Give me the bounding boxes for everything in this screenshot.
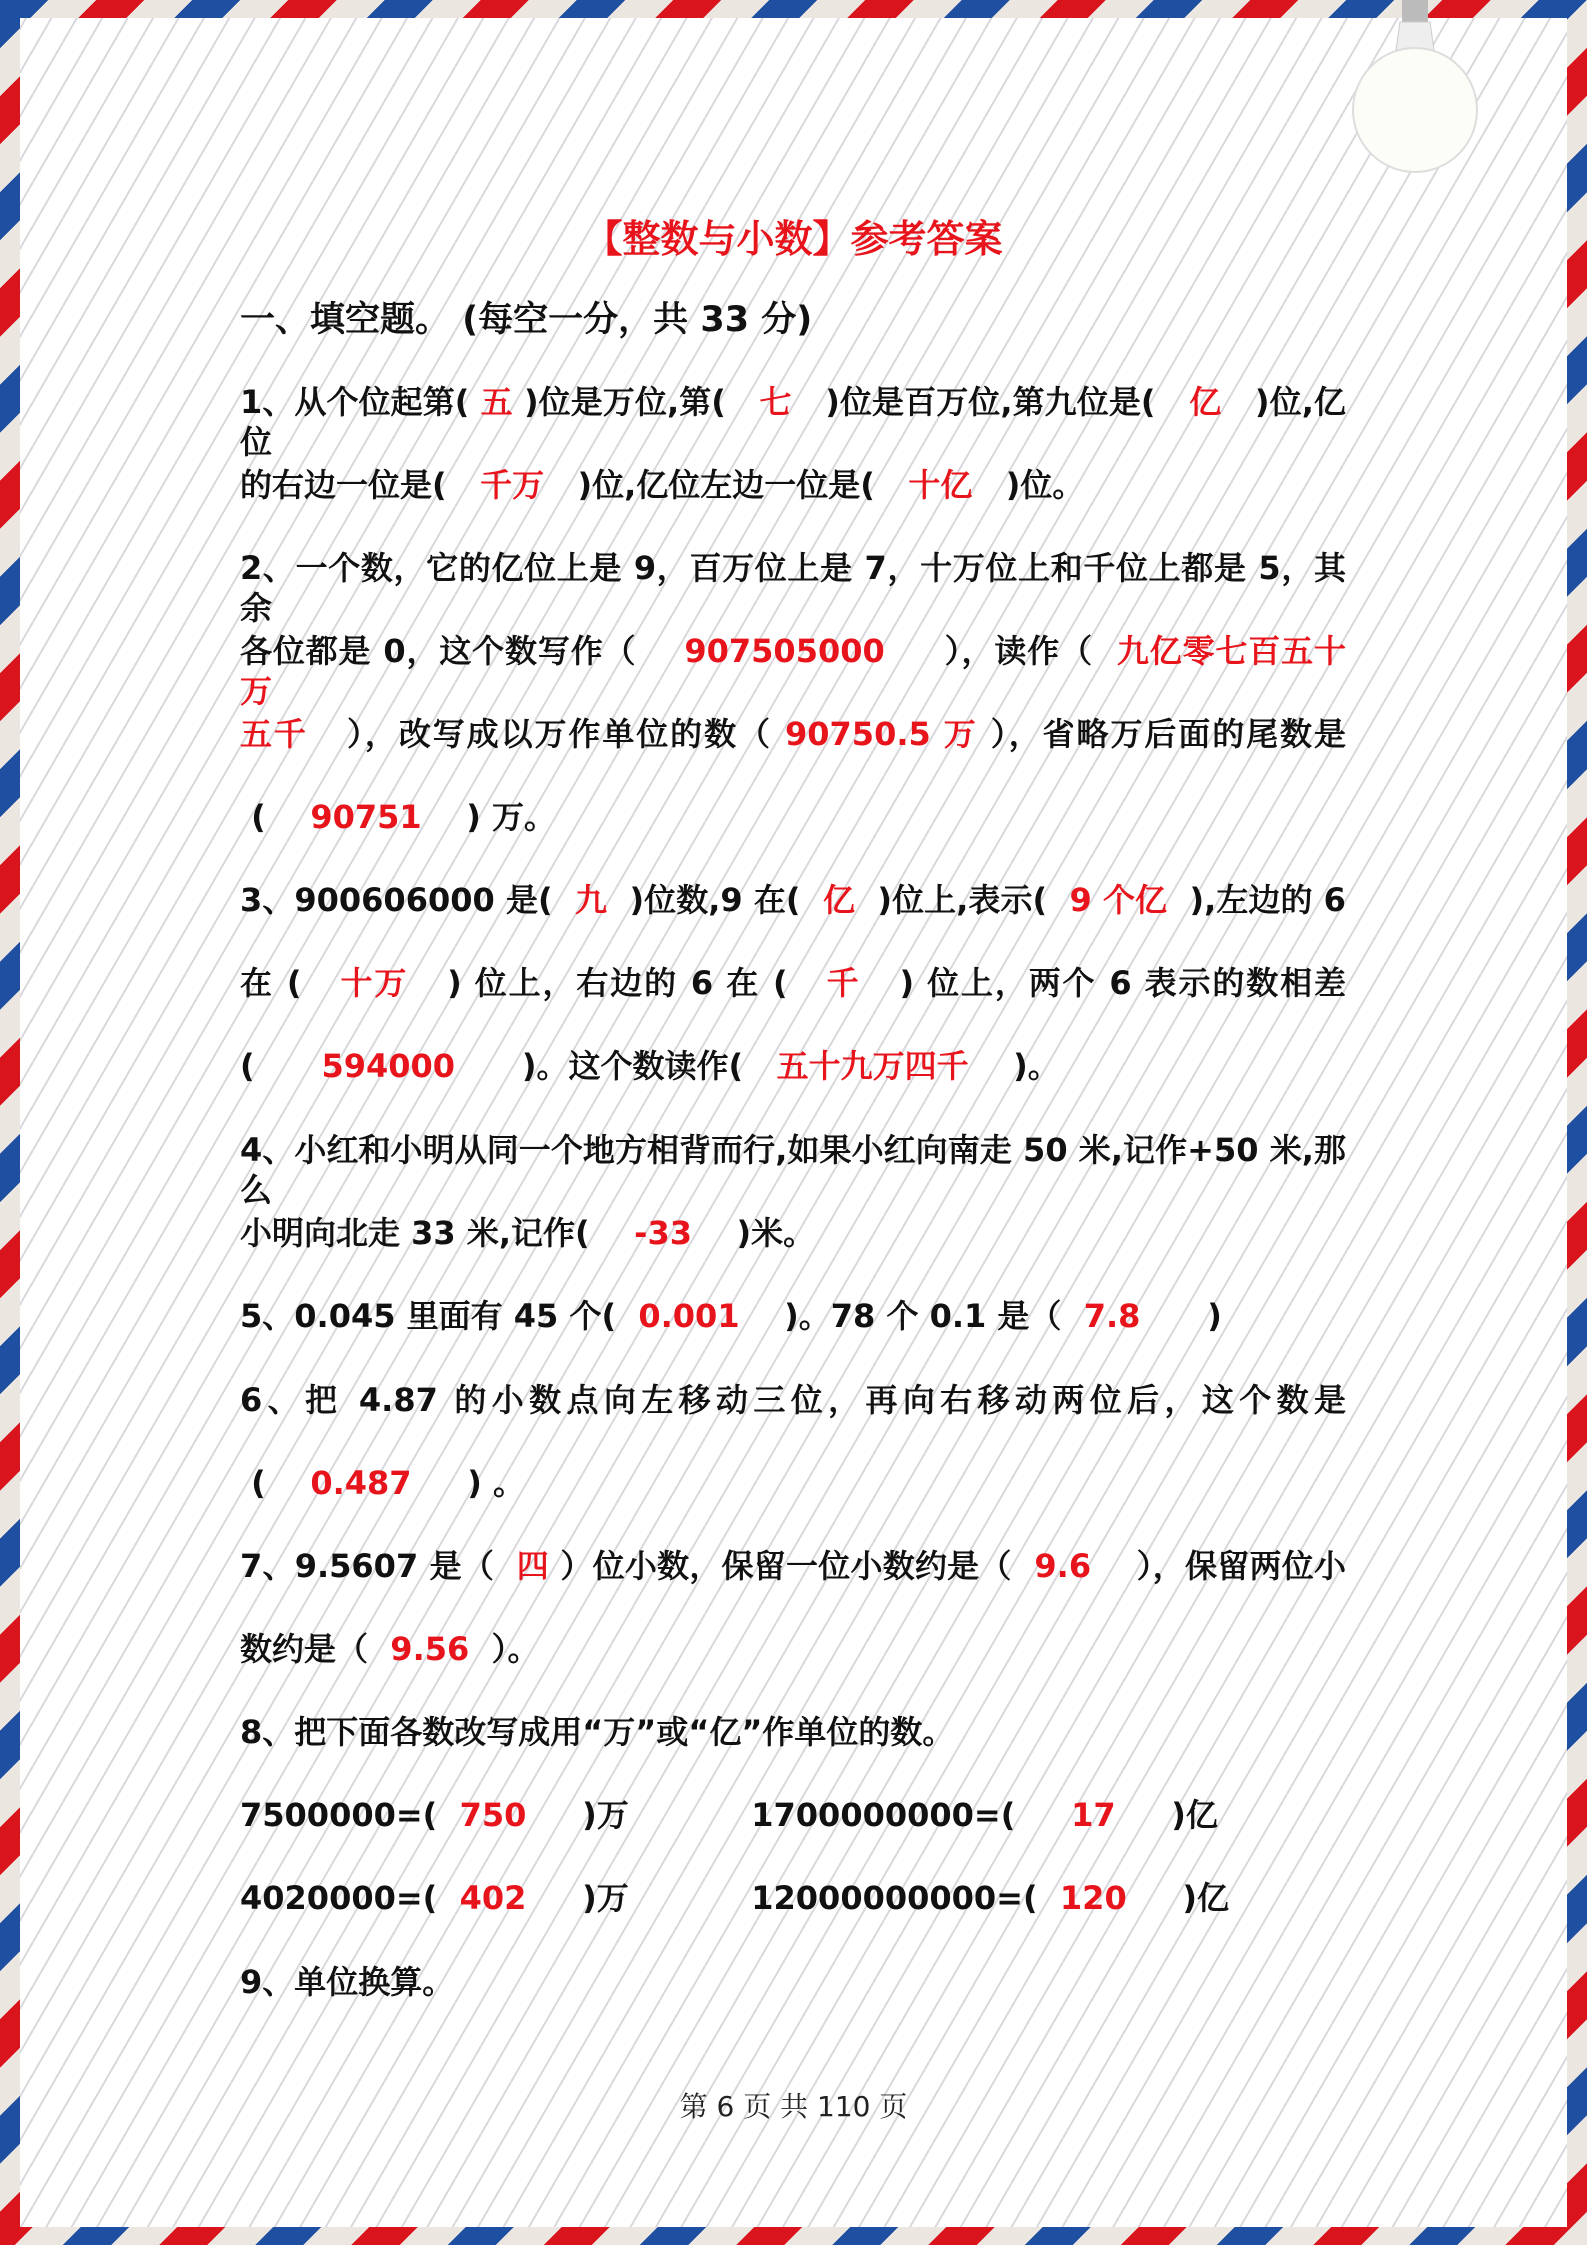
answer-text: 0.487 bbox=[310, 1464, 412, 1502]
section-heading: 一、填空题。 (每空一分，共 33 分) bbox=[240, 300, 813, 340]
answer-text: 九亿零七百五十万 bbox=[240, 632, 1346, 710]
question-text: )位是百万位,第九位是( bbox=[791, 383, 1190, 421]
question-text: 7500000=( bbox=[240, 1796, 460, 1834]
answer-text: 五千 bbox=[240, 715, 308, 753]
answer-text: 四 bbox=[516, 1547, 550, 1585]
question-text: ），改写成以万作单位的数（ bbox=[307, 715, 785, 753]
question-text: ( bbox=[240, 798, 311, 836]
question-text: )位是万位,第( bbox=[512, 383, 760, 421]
text-line bbox=[240, 1546, 1346, 1586]
text-line bbox=[240, 382, 1346, 462]
question-text: )。 bbox=[968, 1047, 1060, 1085]
answer-text: 594000 bbox=[321, 1047, 456, 1085]
question-text: )亿 bbox=[1115, 1796, 1218, 1834]
question-text: 4、小红和小明从同一个地方相背而行,如果小红向南走 50 米,记作+50 米,那么 bbox=[240, 1131, 1346, 1209]
question-text: ) 位上，两个 6 表示的数相差 bbox=[860, 964, 1346, 1002]
question-text: )位,亿位左边一位是( bbox=[544, 466, 909, 504]
text-line bbox=[240, 880, 1346, 920]
text-line bbox=[240, 1795, 1346, 1835]
question-text: )位。 bbox=[972, 466, 1085, 504]
question-text: 在 ( bbox=[240, 964, 341, 1002]
question-text: )万 1700000000=( bbox=[526, 1796, 1072, 1834]
question-text: 1、从个位起第( bbox=[240, 383, 481, 421]
answer-text: 亿 bbox=[822, 881, 856, 919]
question-text: )万 12000000000=( bbox=[526, 1879, 1060, 1917]
answer-text: 17 bbox=[1071, 1796, 1116, 1834]
question-text: ），省略万后面的尾数是 bbox=[977, 715, 1346, 753]
question-text: ) 位上，右边的 6 在 ( bbox=[408, 964, 827, 1002]
answer-text: 7.8 bbox=[1083, 1297, 1141, 1335]
answer-text: 十亿 bbox=[908, 466, 973, 504]
question-text: 9、单位换算。 bbox=[240, 1963, 455, 2001]
page-number: 第 6 页 共 110 页 bbox=[679, 2090, 908, 2123]
text-line bbox=[240, 631, 1346, 711]
question-text: ）。 bbox=[469, 1630, 540, 1668]
text-line bbox=[240, 1296, 1346, 1336]
answer-text: 90750.5 万 bbox=[785, 715, 978, 753]
question-text: ( bbox=[240, 1047, 322, 1085]
text-line bbox=[240, 714, 1346, 754]
text-line bbox=[240, 1629, 1346, 1669]
text-line bbox=[240, 1046, 1346, 1086]
answer-text: 千 bbox=[826, 964, 861, 1002]
answer-text: 0.001 bbox=[638, 1297, 740, 1335]
text-line bbox=[240, 1463, 1346, 1503]
question-text: ) 。 bbox=[411, 1464, 526, 1502]
question-text: )位数,9 在( bbox=[607, 881, 823, 919]
text-line bbox=[240, 1962, 1346, 2002]
answer-text: 9.6 bbox=[1034, 1547, 1092, 1585]
question-text: 8、把下面各数改写成用“万”或“亿”作单位的数。 bbox=[240, 1713, 955, 1751]
answer-text: 9.56 bbox=[390, 1630, 470, 1668]
answer-text: 120 bbox=[1059, 1879, 1127, 1917]
page-title: 【整数与小数】参考答案 bbox=[584, 217, 1003, 261]
question-text: 4020000=( bbox=[240, 1879, 460, 1917]
text-line bbox=[240, 548, 1346, 628]
question-text: )位上,表示( bbox=[855, 881, 1070, 919]
question-text: 6、把 4.87 的小数点向左移动三位，再向右移动两位后，这个数是 bbox=[240, 1381, 1346, 1419]
question-text: 3、900606000 是( bbox=[240, 881, 576, 919]
question-text: ) 万。 bbox=[421, 798, 556, 836]
question-text: )米。 bbox=[691, 1214, 816, 1252]
question-text: ),左边的 6 bbox=[1167, 881, 1346, 919]
question-text: ) bbox=[1140, 1297, 1222, 1335]
question-text: )。78 个 0.1 是（ bbox=[739, 1297, 1084, 1335]
question-text: )。这个数读作( bbox=[455, 1047, 777, 1085]
answer-text: 九 bbox=[575, 881, 608, 919]
question-text: )亿 bbox=[1126, 1879, 1230, 1917]
question-text: )位,亿位 bbox=[240, 383, 1346, 461]
text-line bbox=[240, 1878, 1346, 1918]
text-line bbox=[240, 1130, 1346, 1210]
answer-text: 750 bbox=[459, 1796, 527, 1834]
answer-text: 五 bbox=[480, 383, 513, 421]
answer-text: -33 bbox=[634, 1214, 692, 1252]
question-text: 的右边一位是( bbox=[240, 466, 481, 504]
question-text: 2、一个数，它的亿位上是 9，百万位上是 7，十万位上和千位上都是 5，其余 bbox=[240, 549, 1346, 627]
answer-text: 十万 bbox=[340, 964, 409, 1002]
question-text: ）位小数，保留一位小数约是（ bbox=[549, 1547, 1035, 1585]
answer-text: 90751 bbox=[310, 798, 422, 836]
answer-text: 亿 bbox=[1189, 383, 1222, 421]
question-text: 小明向北走 33 米,记作( bbox=[240, 1214, 635, 1252]
text-line bbox=[240, 465, 1346, 505]
answer-text: 9 个亿 bbox=[1069, 881, 1168, 919]
text-line bbox=[240, 797, 1346, 837]
text-line bbox=[240, 1712, 1346, 1752]
answer-text: 七 bbox=[759, 383, 792, 421]
question-text: 各位都是 0，这个数写作（ bbox=[240, 632, 685, 670]
answer-text: 907505000 bbox=[684, 632, 885, 670]
text-line bbox=[240, 1380, 1346, 1420]
question-text: 7、9.5607 是（ bbox=[240, 1547, 517, 1585]
text-line bbox=[240, 963, 1346, 1003]
answer-text: 五十九万四千 bbox=[776, 1047, 969, 1085]
question-text: ），保留两位小 bbox=[1091, 1547, 1346, 1585]
answer-text: 千万 bbox=[480, 466, 545, 504]
question-text: 5、0.045 里面有 45 个( bbox=[240, 1297, 639, 1335]
question-text: 数约是（ bbox=[240, 1630, 391, 1668]
answer-text: 402 bbox=[459, 1879, 527, 1917]
text-line bbox=[240, 1213, 1346, 1253]
question-text: ），读作（ bbox=[884, 632, 1117, 670]
question-text: ( bbox=[240, 1464, 311, 1502]
lightbulb-icon bbox=[1350, 0, 1480, 180]
